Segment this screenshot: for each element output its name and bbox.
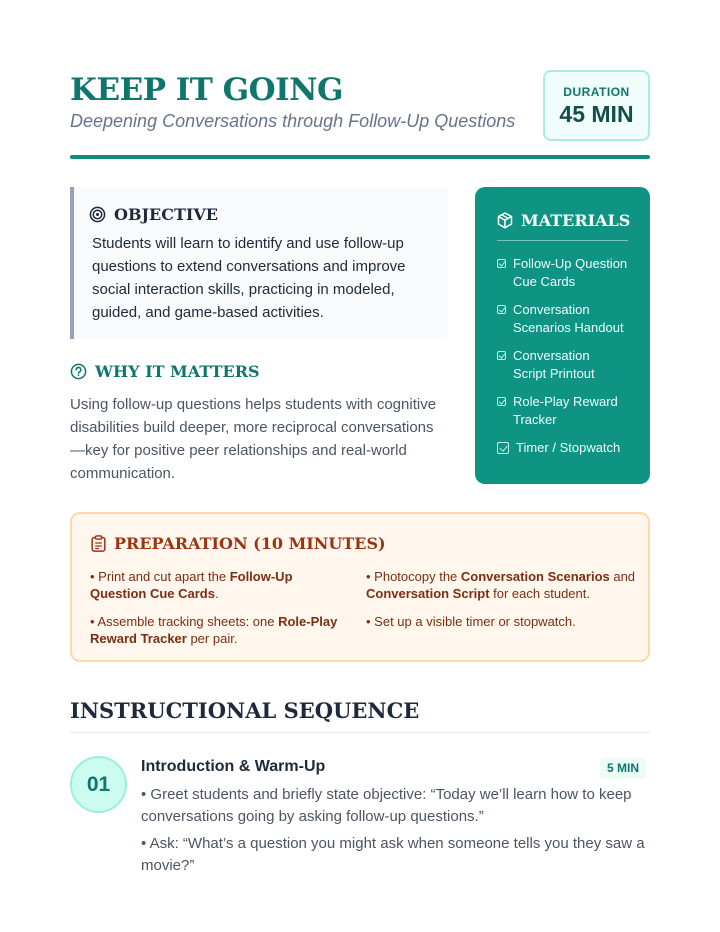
material-item: Timer / Stopwatch bbox=[497, 439, 637, 457]
checkbox-icon bbox=[497, 397, 506, 406]
preparation-heading-text: PREPARATION (10 MINUTES) bbox=[114, 534, 386, 553]
material-item: Follow-Up Question Cue Cards bbox=[497, 255, 632, 291]
question-circle-icon bbox=[70, 363, 87, 380]
checkbox-icon bbox=[497, 351, 506, 360]
objective-heading-text: OBJECTIVE bbox=[114, 205, 218, 224]
objective-heading bbox=[89, 205, 218, 224]
materials-heading bbox=[497, 211, 630, 230]
clipboard-icon bbox=[91, 535, 106, 552]
why-heading-text: WHY IT MATTERS bbox=[95, 362, 260, 381]
materials-heading-text: MATERIALS bbox=[521, 211, 631, 230]
step-number: 01 bbox=[70, 756, 127, 813]
prep-item: • Print and cut apart the Follow-Up Question Cue Cards. bbox=[90, 569, 293, 601]
preparation-card bbox=[70, 512, 650, 662]
checkbox-icon bbox=[497, 442, 509, 454]
duration-badge bbox=[543, 70, 650, 141]
material-item: Conversation Script Printout bbox=[497, 347, 607, 383]
materials-divider bbox=[497, 240, 628, 241]
why-text: Using follow-up questions helps students with cognitive disabilities build deeper, more reciprocal conversations —key for positive peer relationships and real-world communication. bbox=[70, 396, 437, 482]
duration-label: DURATION bbox=[563, 85, 630, 99]
why-heading bbox=[70, 362, 260, 381]
duration-value: 45 MIN bbox=[559, 101, 634, 127]
objective-text: Students will learn to identify and use follow-up questions to extend conversations and improve social interaction skills, practicing in modeled, guided, and game-based activities. bbox=[92, 235, 406, 321]
checkbox-icon bbox=[497, 305, 506, 314]
page-subtitle: Deepening Conversations through Follow-Up Questions bbox=[70, 111, 516, 131]
sequence-heading: INSTRUCTIONAL SEQUENCE bbox=[70, 698, 420, 723]
target-icon bbox=[89, 206, 106, 223]
step-bullet: • Ask: “What’s a question you might ask when someone tells you they saw a movie?” bbox=[141, 835, 645, 874]
lesson-header bbox=[70, 70, 650, 160]
prep-item: • Set up a visible timer or stopwatch. bbox=[366, 614, 576, 629]
prep-item: • Photocopy the Conversation Scenarios and Conversation Script for each student. bbox=[366, 569, 636, 601]
step-bullet: • Greet students and briefly state objective: “Today we’ll learn how to keep conversations going by asking follow-up questions.” bbox=[141, 786, 632, 825]
prep-item: • Assemble tracking sheets: one Role-Play Reward Tracker per pair. bbox=[90, 614, 338, 646]
box-icon bbox=[497, 212, 513, 229]
step-time-badge: 5 MIN bbox=[600, 758, 646, 779]
material-item: Role-Play Reward Tracker bbox=[497, 393, 627, 429]
preparation-heading bbox=[91, 534, 386, 553]
step-title: Introduction & Warm-Up bbox=[141, 758, 326, 775]
checkbox-icon bbox=[497, 259, 506, 268]
sequence-divider bbox=[70, 732, 650, 733]
materials-card bbox=[475, 187, 650, 484]
header-divider bbox=[70, 155, 650, 159]
material-item: Conversation Scenarios Handout bbox=[497, 301, 632, 337]
objective-card bbox=[70, 187, 448, 339]
page-title: KEEP IT GOING bbox=[70, 72, 343, 108]
